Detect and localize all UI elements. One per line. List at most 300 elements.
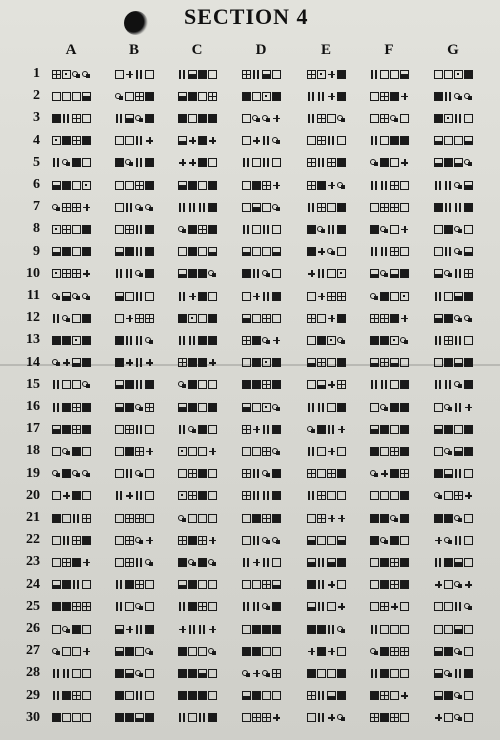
glyph-box-icon bbox=[242, 136, 251, 145]
glyph-box-icon bbox=[115, 425, 124, 434]
glyph-dot-icon bbox=[62, 70, 71, 79]
glyph-fill-icon bbox=[464, 447, 473, 456]
row-number: 30 bbox=[26, 709, 40, 725]
glyph-fill-icon bbox=[444, 225, 453, 234]
glyph-curl-icon bbox=[444, 447, 453, 456]
glyph-fill-icon bbox=[400, 514, 409, 523]
glyph-box-icon bbox=[307, 713, 316, 722]
glyph-box-icon bbox=[307, 336, 316, 345]
glyph-box-icon bbox=[390, 669, 399, 678]
code-cell bbox=[434, 579, 473, 591]
code-cell bbox=[242, 490, 281, 502]
glyph-half-icon bbox=[390, 358, 399, 367]
glyph-grid-icon bbox=[307, 691, 316, 700]
glyph-box-icon bbox=[337, 491, 346, 500]
code-cell bbox=[52, 401, 91, 413]
glyph-curl-icon bbox=[454, 92, 463, 101]
glyph-box-icon bbox=[444, 292, 453, 301]
glyph-grid-icon bbox=[72, 269, 81, 278]
glyph-half-icon bbox=[52, 181, 61, 190]
glyph-fill-icon bbox=[272, 514, 281, 523]
code-cell bbox=[370, 623, 409, 635]
glyph-grid-icon bbox=[125, 225, 134, 234]
glyph-box-icon bbox=[400, 536, 409, 545]
glyph-box-icon bbox=[307, 514, 316, 523]
glyph-half-icon bbox=[52, 247, 61, 256]
code-cell bbox=[178, 268, 217, 280]
glyph-bars-icon bbox=[380, 247, 389, 256]
glyph-curl-icon bbox=[454, 713, 463, 722]
glyph-fill-icon bbox=[62, 691, 71, 700]
glyph-half-icon bbox=[252, 203, 261, 212]
row-number: 1 bbox=[33, 66, 40, 81]
glyph-box-icon bbox=[52, 92, 61, 101]
glyph-fill-icon bbox=[62, 403, 71, 412]
glyph-fill-icon bbox=[380, 647, 389, 656]
glyph-half-icon bbox=[115, 247, 124, 256]
code-cell bbox=[178, 68, 217, 80]
glyph-fill-icon bbox=[380, 425, 389, 434]
glyph-grid-icon bbox=[72, 691, 81, 700]
code-cell bbox=[307, 357, 346, 369]
glyph-bars-icon bbox=[135, 336, 144, 345]
column-header: C bbox=[191, 42, 203, 58]
row-number: 16 bbox=[26, 399, 40, 414]
glyph-box-icon bbox=[317, 447, 326, 456]
code-cell bbox=[178, 712, 217, 724]
glyph-half-icon bbox=[62, 292, 71, 301]
glyph-box-icon bbox=[327, 602, 336, 611]
glyph-bars-icon bbox=[135, 425, 144, 434]
glyph-curl-icon bbox=[370, 647, 379, 656]
glyph-fill-icon bbox=[82, 403, 91, 412]
glyph-fill-icon bbox=[52, 602, 61, 611]
glyph-curl-icon bbox=[370, 158, 379, 167]
glyph-fill-icon bbox=[252, 691, 261, 700]
glyph-plus-icon bbox=[327, 70, 336, 79]
code-cell bbox=[115, 423, 154, 435]
glyph-curl-icon bbox=[337, 181, 346, 190]
glyph-plus-icon bbox=[252, 669, 261, 678]
glyph-bars-icon bbox=[115, 580, 124, 589]
glyph-box-icon bbox=[464, 225, 473, 234]
code-cell bbox=[242, 445, 281, 457]
glyph-bars-icon bbox=[198, 713, 207, 722]
code-cell bbox=[307, 645, 346, 657]
glyph-bars-icon bbox=[198, 625, 207, 634]
glyph-box-icon bbox=[327, 114, 336, 123]
glyph-dot-icon bbox=[178, 491, 187, 500]
glyph-fill-icon bbox=[145, 114, 154, 123]
glyph-grid-icon bbox=[400, 469, 409, 478]
code-cell bbox=[434, 246, 473, 258]
glyph-box-icon bbox=[400, 181, 409, 190]
glyph-half-icon bbox=[115, 625, 124, 634]
code-cell bbox=[115, 468, 154, 480]
code-cell bbox=[115, 179, 154, 191]
glyph-box-icon bbox=[252, 247, 261, 256]
code-cell bbox=[178, 401, 217, 413]
glyph-box-icon bbox=[82, 447, 91, 456]
code-cell bbox=[370, 312, 409, 324]
code-cell bbox=[434, 623, 473, 635]
code-cell bbox=[434, 68, 473, 80]
glyph-bars-icon bbox=[188, 203, 197, 212]
glyph-plus-icon bbox=[390, 602, 399, 611]
glyph-fill-icon bbox=[125, 713, 134, 722]
code-cell bbox=[370, 667, 409, 679]
glyph-plus-icon bbox=[400, 158, 409, 167]
glyph-fill-icon bbox=[115, 691, 124, 700]
glyph-box-icon bbox=[198, 447, 207, 456]
glyph-half-icon bbox=[242, 314, 251, 323]
code-cell bbox=[115, 712, 154, 724]
glyph-fill-icon bbox=[337, 225, 346, 234]
glyph-box-icon bbox=[145, 602, 154, 611]
glyph-dot-icon bbox=[262, 358, 271, 367]
row-number: 21 bbox=[26, 510, 40, 525]
glyph-fill-icon bbox=[125, 380, 134, 389]
glyph-bars-icon bbox=[52, 669, 61, 678]
glyph-box-icon bbox=[82, 625, 91, 634]
glyph-box-icon bbox=[272, 647, 281, 656]
glyph-bars-icon bbox=[125, 469, 134, 478]
glyph-fill-icon bbox=[434, 92, 443, 101]
code-cell bbox=[52, 135, 91, 147]
glyph-fill-icon bbox=[198, 425, 207, 434]
glyph-box-icon bbox=[370, 114, 379, 123]
glyph-fill-icon bbox=[125, 647, 134, 656]
glyph-plus-icon bbox=[62, 491, 71, 500]
glyph-dot-icon bbox=[317, 70, 326, 79]
row-number: 23 bbox=[26, 554, 40, 570]
glyph-fill-icon bbox=[208, 314, 217, 323]
code-cell bbox=[115, 401, 154, 413]
glyph-fill-icon bbox=[370, 691, 379, 700]
code-cell bbox=[178, 223, 217, 235]
code-cell bbox=[178, 423, 217, 435]
glyph-box-icon bbox=[262, 647, 271, 656]
code-cell bbox=[178, 246, 217, 258]
row-number: 27 bbox=[26, 643, 40, 659]
glyph-box-icon bbox=[272, 558, 281, 567]
glyph-plus-icon bbox=[82, 269, 91, 278]
glyph-fill-icon bbox=[337, 469, 346, 478]
code-cell bbox=[115, 268, 154, 280]
glyph-grid-icon bbox=[380, 691, 389, 700]
glyph-box-icon bbox=[317, 669, 326, 678]
glyph-fill-icon bbox=[337, 358, 346, 367]
glyph-box-icon bbox=[454, 425, 463, 434]
glyph-grid-icon bbox=[337, 380, 346, 389]
glyph-grid-icon bbox=[307, 70, 316, 79]
glyph-grid-icon bbox=[72, 536, 81, 545]
code-cell bbox=[434, 223, 473, 235]
glyph-box-icon bbox=[115, 203, 124, 212]
glyph-dot-icon bbox=[444, 114, 453, 123]
glyph-fill-icon bbox=[82, 336, 91, 345]
code-cell bbox=[242, 512, 281, 524]
glyph-fill-icon bbox=[337, 92, 346, 101]
glyph-grid-icon bbox=[390, 181, 399, 190]
glyph-fill-icon bbox=[252, 625, 261, 634]
code-cell bbox=[242, 579, 281, 591]
code-cell bbox=[115, 223, 154, 235]
glyph-box-icon bbox=[52, 536, 61, 545]
glyph-half-icon bbox=[444, 469, 453, 478]
code-cell bbox=[307, 712, 346, 724]
code-cell bbox=[307, 157, 346, 169]
code-cell bbox=[307, 112, 346, 124]
code-cell bbox=[370, 68, 409, 80]
glyph-bars-icon bbox=[317, 92, 326, 101]
glyph-bars-icon bbox=[370, 669, 379, 678]
glyph-grid-icon bbox=[307, 181, 316, 190]
glyph-box-icon bbox=[188, 447, 197, 456]
glyph-box-icon bbox=[72, 713, 81, 722]
code-cell bbox=[370, 601, 409, 613]
glyph-box-icon bbox=[62, 92, 71, 101]
glyph-bars-icon bbox=[115, 491, 124, 500]
glyph-fill-icon bbox=[370, 225, 379, 234]
glyph-box-icon bbox=[464, 647, 473, 656]
glyph-fill-icon bbox=[208, 203, 217, 212]
glyph-fill-icon bbox=[272, 92, 281, 101]
code-cell bbox=[178, 690, 217, 702]
glyph-plus-icon bbox=[380, 469, 389, 478]
glyph-box-icon bbox=[188, 647, 197, 656]
glyph-half-icon bbox=[188, 70, 197, 79]
glyph-curl-icon bbox=[337, 713, 346, 722]
glyph-curl-icon bbox=[370, 292, 379, 301]
glyph-grid-icon bbox=[380, 203, 389, 212]
code-cell bbox=[307, 623, 346, 635]
glyph-plus-icon bbox=[252, 558, 261, 567]
glyph-box-icon bbox=[62, 713, 71, 722]
code-cell bbox=[115, 490, 154, 502]
glyph-curl-icon bbox=[380, 536, 389, 545]
glyph-bars-icon bbox=[62, 669, 71, 678]
glyph-plus-icon bbox=[145, 358, 154, 367]
glyph-bars-icon bbox=[262, 491, 271, 500]
glyph-fill-icon bbox=[178, 558, 187, 567]
glyph-curl-icon bbox=[135, 269, 144, 278]
glyph-grid-icon bbox=[337, 292, 346, 301]
glyph-fill-icon bbox=[390, 136, 399, 145]
glyph-curl-icon bbox=[464, 92, 473, 101]
glyph-dot-icon bbox=[454, 70, 463, 79]
glyph-grid-icon bbox=[82, 514, 91, 523]
code-cell bbox=[52, 246, 91, 258]
glyph-grid-icon bbox=[370, 314, 379, 323]
glyph-half-icon bbox=[370, 269, 379, 278]
glyph-bars-icon bbox=[252, 469, 261, 478]
code-cell bbox=[115, 135, 154, 147]
glyph-box-icon bbox=[178, 469, 187, 478]
code-cell bbox=[434, 423, 473, 435]
glyph-curl-icon bbox=[380, 269, 389, 278]
code-cell bbox=[242, 312, 281, 324]
glyph-half-icon bbox=[454, 447, 463, 456]
glyph-fill-icon bbox=[188, 92, 197, 101]
glyph-fill-icon bbox=[400, 491, 409, 500]
glyph-fill-icon bbox=[370, 336, 379, 345]
code-cell bbox=[434, 157, 473, 169]
glyph-fill-icon bbox=[307, 247, 316, 256]
glyph-curl-icon bbox=[135, 669, 144, 678]
code-cell bbox=[242, 712, 281, 724]
glyph-bars-icon bbox=[454, 403, 463, 412]
glyph-plus-icon bbox=[188, 158, 197, 167]
code-cell bbox=[115, 201, 154, 213]
glyph-curl-icon bbox=[125, 158, 134, 167]
glyph-grid-icon bbox=[380, 114, 389, 123]
glyph-plus-icon bbox=[327, 380, 336, 389]
column-header: B bbox=[128, 42, 139, 58]
glyph-half-icon bbox=[125, 669, 134, 678]
code-cell bbox=[307, 290, 346, 302]
code-cell bbox=[115, 534, 154, 546]
glyph-box-icon bbox=[208, 669, 217, 678]
glyph-bars-icon bbox=[252, 70, 261, 79]
glyph-curl-icon bbox=[272, 403, 281, 412]
glyph-fill-icon bbox=[188, 580, 197, 589]
glyph-fill-icon bbox=[208, 713, 217, 722]
glyph-fill-icon bbox=[337, 403, 346, 412]
code-cell bbox=[307, 601, 346, 613]
column-header: G bbox=[447, 42, 459, 58]
glyph-fill-icon bbox=[444, 514, 453, 523]
glyph-plus-icon bbox=[82, 647, 91, 656]
glyph-curl-icon bbox=[82, 469, 91, 478]
glyph-bars-icon bbox=[317, 158, 326, 167]
code-cell bbox=[370, 90, 409, 102]
glyph-fill-icon bbox=[82, 425, 91, 434]
glyph-bars-icon bbox=[115, 269, 124, 278]
code-cell bbox=[242, 534, 281, 546]
glyph-box-icon bbox=[242, 203, 251, 212]
glyph-grid-icon bbox=[125, 536, 134, 545]
glyph-curl-icon bbox=[390, 114, 399, 123]
glyph-box-icon bbox=[115, 181, 124, 190]
glyph-plus-icon bbox=[125, 625, 134, 634]
glyph-box-icon bbox=[400, 602, 409, 611]
glyph-plus-icon bbox=[82, 203, 91, 212]
glyph-fill-icon bbox=[188, 536, 197, 545]
code-cell bbox=[307, 68, 346, 80]
glyph-box-icon bbox=[198, 380, 207, 389]
glyph-fill-icon bbox=[62, 580, 71, 589]
glyph-box-icon bbox=[242, 713, 251, 722]
code-cell bbox=[178, 601, 217, 613]
glyph-curl-icon bbox=[464, 602, 473, 611]
glyph-half-icon bbox=[82, 92, 91, 101]
glyph-grid-icon bbox=[262, 380, 271, 389]
glyph-fill-icon bbox=[464, 669, 473, 678]
glyph-bars-icon bbox=[454, 536, 463, 545]
code-cell bbox=[434, 490, 473, 502]
glyph-box-icon bbox=[72, 247, 81, 256]
glyph-box-icon bbox=[208, 691, 217, 700]
glyph-bars-icon bbox=[444, 247, 453, 256]
glyph-fill-icon bbox=[52, 336, 61, 345]
glyph-fill-icon bbox=[145, 158, 154, 167]
glyph-bars-icon bbox=[370, 70, 379, 79]
glyph-bars-icon bbox=[52, 314, 61, 323]
glyph-bars-icon bbox=[178, 336, 187, 345]
glyph-half-icon bbox=[52, 580, 61, 589]
glyph-box-icon bbox=[252, 158, 261, 167]
code-cell bbox=[52, 290, 91, 302]
glyph-box-icon bbox=[390, 225, 399, 234]
glyph-plus-icon bbox=[434, 580, 443, 589]
glyph-fill-icon bbox=[145, 713, 154, 722]
glyph-box-icon bbox=[337, 447, 346, 456]
glyph-grid-icon bbox=[317, 136, 326, 145]
glyph-grid-icon bbox=[125, 514, 134, 523]
code-cell bbox=[242, 112, 281, 124]
glyph-box-icon bbox=[370, 491, 379, 500]
glyph-half-icon bbox=[434, 158, 443, 167]
glyph-fill-icon bbox=[52, 713, 61, 722]
code-cell bbox=[307, 179, 346, 191]
glyph-box-icon bbox=[115, 136, 124, 145]
code-cell bbox=[178, 445, 217, 457]
glyph-box-icon bbox=[62, 514, 71, 523]
glyph-grid-icon bbox=[317, 114, 326, 123]
glyph-fill-icon bbox=[72, 625, 81, 634]
glyph-box-icon bbox=[115, 536, 124, 545]
glyph-bars-icon bbox=[444, 92, 453, 101]
code-cell bbox=[178, 135, 217, 147]
glyph-half-icon bbox=[307, 558, 316, 567]
code-cell bbox=[242, 357, 281, 369]
glyph-box-icon bbox=[145, 491, 154, 500]
glyph-fill-icon bbox=[188, 358, 197, 367]
glyph-plus-icon bbox=[337, 602, 346, 611]
glyph-fill-icon bbox=[198, 158, 207, 167]
glyph-bars-icon bbox=[307, 114, 316, 123]
code-cell bbox=[115, 112, 154, 124]
glyph-bars-icon bbox=[135, 558, 144, 567]
glyph-fill-icon bbox=[62, 181, 71, 190]
glyph-box-icon bbox=[327, 269, 336, 278]
glyph-box-icon bbox=[317, 314, 326, 323]
glyph-plus-icon bbox=[272, 336, 281, 345]
glyph-grid-icon bbox=[72, 602, 81, 611]
glyph-fill-icon bbox=[62, 247, 71, 256]
glyph-box-icon bbox=[198, 647, 207, 656]
glyph-fill-icon bbox=[242, 380, 251, 389]
glyph-box-icon bbox=[317, 469, 326, 478]
code-cell bbox=[115, 290, 154, 302]
glyph-box-icon bbox=[52, 558, 61, 567]
code-cell bbox=[115, 623, 154, 635]
glyph-curl-icon bbox=[135, 469, 144, 478]
glyph-half-icon bbox=[52, 425, 61, 434]
glyph-fill-icon bbox=[434, 114, 443, 123]
glyph-plus-icon bbox=[145, 536, 154, 545]
code-cell bbox=[434, 468, 473, 480]
glyph-box-icon bbox=[242, 447, 251, 456]
glyph-plus-icon bbox=[178, 625, 187, 634]
code-cell bbox=[307, 556, 346, 568]
glyph-fill-icon bbox=[178, 314, 187, 323]
glyph-grid-icon bbox=[145, 314, 154, 323]
glyph-bars-icon bbox=[178, 203, 187, 212]
glyph-fill-icon bbox=[380, 558, 389, 567]
glyph-half-icon bbox=[272, 247, 281, 256]
